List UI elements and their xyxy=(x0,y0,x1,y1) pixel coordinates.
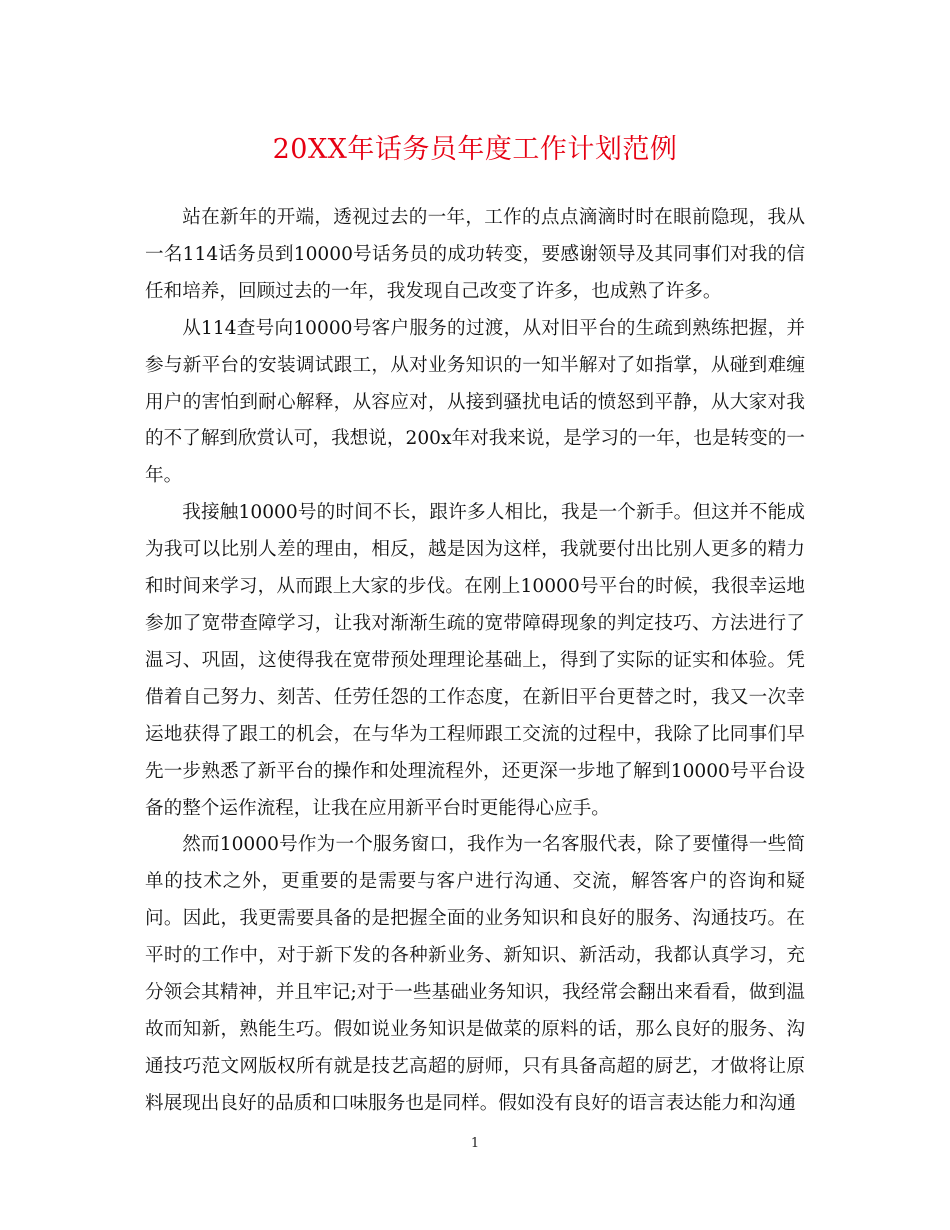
paragraph-2: 从114查号向10000号客户服务的过渡，从对旧平台的生疏到熟练把握，并参与新平台的安装调试跟工，从对业务知识的一知半解对了如指掌，从碰到难缠用户的害怕到耐心解释，从容应对，从接到骚扰电话的愤怒到平静，从大家对我的不了解到欣赏认可，我想说，200x年对我来说，是学习的一年，也是转变的一年。 xyxy=(145,317,805,487)
document-body xyxy=(145,200,805,1123)
page-number: 1 xyxy=(470,1136,480,1151)
paragraph-1: 站在新年的开端，透视过去的一年，工作的点点滴滴时时在眼前隐现，我从一名114话务员到10000号话务员的成功转变，要感谢领导及其同事们对我的信任和培养，回顾过去的一年，我发现自己改变了许多，也成熟了许多。 xyxy=(145,207,805,302)
document-title: 20XX年话务员年度工作计划范例 xyxy=(272,134,678,165)
paragraph-4: 然而10000号作为一个服务窗口，我作为一名客服代表，除了要懂得一些简单的技术之外，更重要的是需要与客户进行沟通、交流，解答客户的咨询和疑问。因此，我更需要具备的是把握全面的业务知识和良好的服务、沟通技巧。在平时的工作中，对于新下发的各种新业务、新知识、新活动，我都认真学习，充分领会其精神，并且牢记;对于一些基础业务知识，我经常会翻出来看看，做到温故而知新，熟能生巧。假如说业务知识是做菜的原料的话，那么良好的服务、沟通技巧范文网版权所有就是技艺高超的厨师，只有具备高超的厨艺，才做将让原料展现出良好的品质和口味服务也是同样。假如没有良好的语言表达能力和沟通 xyxy=(145,834,805,1114)
paragraph-3: 我接触10000号的时间不长，跟许多人相比，我是一个新手。但这并不能成为我可以比别人差的理由，相反，越是因为这样，我就要付出比别人更多的精力和时间来学习，从而跟上大家的步伐。在刚上10000号平台的时候，我很幸运地参加了宽带查障学习，让我对渐渐生疏的宽带障碍现象的判定技巧、方法进行了温习、巩固，这使得我在宽带预处理理论基础上，得到了实际的证实和体验。凭借着自己努力、刻苦、任劳任怨的工作态度，在新旧平台更替之时，我又一次幸运地获得了跟工的机会，在与华为工程师跟工交流的过程中，我除了比同事们早先一步熟悉了新平台的操作和处理流程外，还更深一步地了解到10000号平台设备的整个运作流程，让我在应用新平台时更能得心应手。 xyxy=(145,502,805,819)
